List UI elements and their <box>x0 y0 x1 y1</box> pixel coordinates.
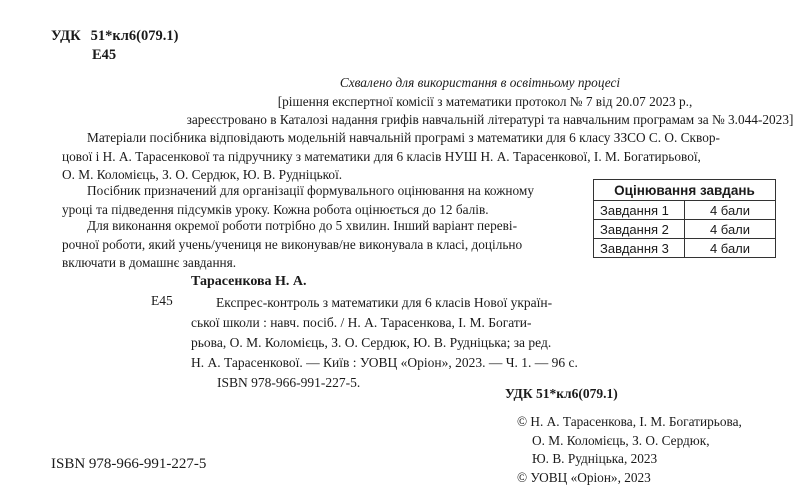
paragraph-line: уроці та підведення підсумків уроку. Кожна робота оцінюється до 12 балів. <box>62 201 489 217</box>
copyright-line: О. М. Коломієць, З. О. Сердюк, <box>532 432 710 448</box>
score-table <box>593 179 776 258</box>
copyright-line: © УОВЦ «Оріон», 2023 <box>517 469 651 485</box>
copyright-line: © Н. А. Тарасенкова, І. М. Богатирьова, <box>517 414 742 429</box>
catalog-line: Н. А. Тарасенкової. — Київ : УОВЦ «Оріон», 2023. — Ч. 1. — 96 с. <box>191 355 578 370</box>
approval-line-3: зареєстровано в Каталозі надання грифів навчальній літературі та навчальним програмам за № 3.044-2023] <box>186 112 794 127</box>
task-name: Завдання 1 <box>594 201 685 220</box>
catalog-mark: Е45 <box>151 293 173 308</box>
task-name: Завдання 3 <box>594 239 685 258</box>
catalog-description <box>191 293 578 373</box>
udk-label: УДК <box>51 28 81 44</box>
paragraph-line: рочної роботи, який учень/учениця не виконував/не виконувала в класі, доцільно <box>62 236 523 252</box>
udk-footer: УДК 51*кл6(079.1) <box>505 386 618 401</box>
task-points: 4 бали <box>685 239 776 258</box>
copyright-line: Ю. В. Рудніцька, 2023 <box>532 451 658 466</box>
table-row <box>594 239 776 258</box>
task-points: 4 бали <box>685 220 776 239</box>
task-points: 4 бали <box>685 201 776 220</box>
score-table-title: Оцінювання завдань <box>594 180 776 201</box>
copyright-block <box>517 413 742 487</box>
paragraph-line: О. М. Коломієць, З. О. Сердюк, Ю. В. Рудніцької. <box>62 167 343 182</box>
paragraph-line: цової і Н. А. Тарасенкової та підручнику з математики для 6 класів НУШ Н. А. Тарасенкової, І. М. Богатирьової, <box>62 148 701 164</box>
paragraph-line: Посібник призначений для організації формувального оцінювання на кожному <box>87 183 534 198</box>
catalog-line: Експрес-контроль з математики для 6 класів Нової україн- <box>216 295 553 310</box>
paragraph-line: Матеріали посібника відповідають модельній навчальній програмі з математики для 6 класу ЗЗСО С. О. Сквор- <box>87 130 720 145</box>
paragraph-materials <box>62 129 778 185</box>
catalog-isbn: ISBN 978-966-991-227-5. <box>217 375 361 390</box>
approval-line-1: Схвалено для використання в освітньому процесі <box>339 75 621 90</box>
isbn-footer: ISBN 978-966-991-227-5 <box>51 456 207 472</box>
table-row <box>594 220 776 239</box>
udk-header <box>51 28 178 45</box>
catalog-line: рьова, О. М. Коломієць, З. О. Сердюк, Ю. В. Рудніцька; за ред. <box>191 335 552 350</box>
paragraph-line: Для виконання окремої роботи потрібно до 5 хвилин. Інший варіант переві- <box>87 218 518 233</box>
approval-block <box>0 74 800 130</box>
table-row <box>594 201 776 220</box>
catalog-line: ської школи : навч. посіб. / Н. А. Тарасенкова, І. М. Богати- <box>191 315 532 330</box>
task-name: Завдання 2 <box>594 220 685 239</box>
udk-code: 51*кл6(079.1) <box>90 28 179 44</box>
approval-line-2: [рішення експертної комісії з математики протокол № 7 від 20.07 2023 р., <box>277 93 693 109</box>
paragraph-line: включати в домашнє завдання. <box>62 255 237 270</box>
author-mark-header: Е45 <box>92 47 117 63</box>
catalog-author: Тарасенкова Н. А. <box>191 274 307 289</box>
